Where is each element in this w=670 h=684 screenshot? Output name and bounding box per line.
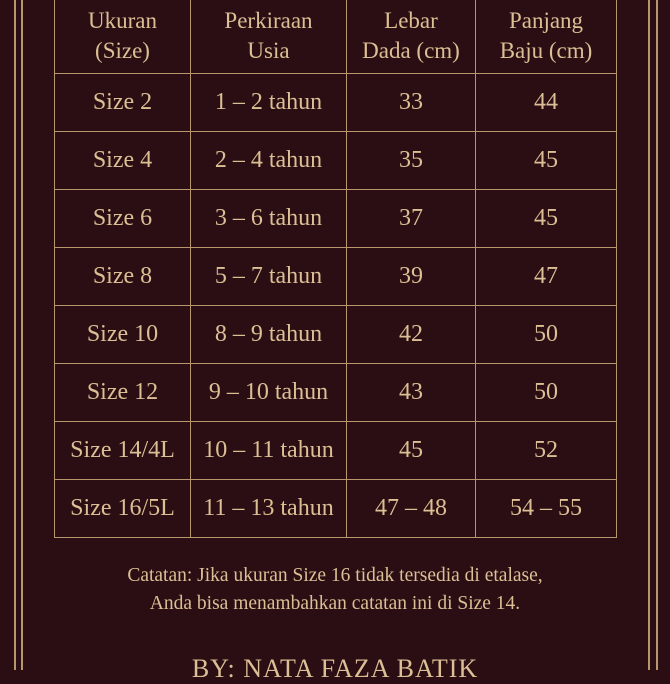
- cell-size: Size 6: [55, 190, 191, 248]
- table-row: [55, 364, 617, 422]
- table-row: [55, 190, 617, 248]
- cell-age: 1 – 2 tahun: [191, 74, 347, 132]
- cell-length: 54 – 55: [476, 480, 617, 538]
- cell-chest-width: 47 – 48: [347, 480, 476, 538]
- cell-size: Size 12: [55, 364, 191, 422]
- cell-length: 45: [476, 132, 617, 190]
- cell-length: 45: [476, 190, 617, 248]
- note: [0, 562, 670, 618]
- header-size: [55, 0, 191, 74]
- cell-length: 44: [476, 74, 617, 132]
- cell-age: 9 – 10 tahun: [191, 364, 347, 422]
- header-line: Ukuran: [88, 8, 157, 33]
- size-chart-table: [54, 0, 617, 538]
- header-line: (Size): [95, 38, 150, 63]
- table-row: [55, 422, 617, 480]
- cell-age: 3 – 6 tahun: [191, 190, 347, 248]
- header-line: Dada (cm): [362, 38, 460, 63]
- header-age: [191, 0, 347, 74]
- header-line: Baju (cm): [499, 38, 593, 63]
- cell-age: 10 – 11 tahun: [191, 422, 347, 480]
- header-line: Perkiraan: [224, 8, 313, 33]
- header-line: Panjang: [508, 8, 584, 33]
- cell-length: 47: [476, 248, 617, 306]
- cell-chest-width: 42: [347, 306, 476, 364]
- header-chest-width: [347, 0, 476, 74]
- cell-age: 2 – 4 tahun: [191, 132, 347, 190]
- cell-size: Size 4: [55, 132, 191, 190]
- cell-length: 50: [476, 306, 617, 364]
- cell-chest-width: 37: [347, 190, 476, 248]
- cell-chest-width: 39: [347, 248, 476, 306]
- cell-chest-width: 35: [347, 132, 476, 190]
- table-row: [55, 74, 617, 132]
- cell-age: 8 – 9 tahun: [191, 306, 347, 364]
- cell-age: 11 – 13 tahun: [191, 480, 347, 538]
- note-line-2: Anda bisa menambahkan catatan ini di Size 14.: [149, 593, 521, 614]
- cell-chest-width: 33: [347, 74, 476, 132]
- cell-size: Size 2: [55, 74, 191, 132]
- cell-age: 5 – 7 tahun: [191, 248, 347, 306]
- brand-footer: BY: NATA FAZA BATIK: [191, 654, 479, 683]
- table-row: [55, 248, 617, 306]
- table-row: [55, 132, 617, 190]
- table-header-row: [55, 0, 617, 74]
- table-row: [55, 306, 617, 364]
- cell-chest-width: 43: [347, 364, 476, 422]
- cell-length: 52: [476, 422, 617, 480]
- header-line: Lebar: [384, 8, 438, 33]
- header-line: Usia: [247, 38, 290, 63]
- cell-size: Size 10: [55, 306, 191, 364]
- cell-size: Size 8: [55, 248, 191, 306]
- header-length: [476, 0, 617, 74]
- note-line-1: Catatan: Jika ukuran Size 16 tidak tersedia di etalase,: [127, 565, 543, 586]
- cell-size: Size 14/4L: [55, 422, 191, 480]
- cell-size: Size 16/5L: [55, 480, 191, 538]
- table-row: [55, 480, 617, 538]
- cell-chest-width: 45: [347, 422, 476, 480]
- cell-length: 50: [476, 364, 617, 422]
